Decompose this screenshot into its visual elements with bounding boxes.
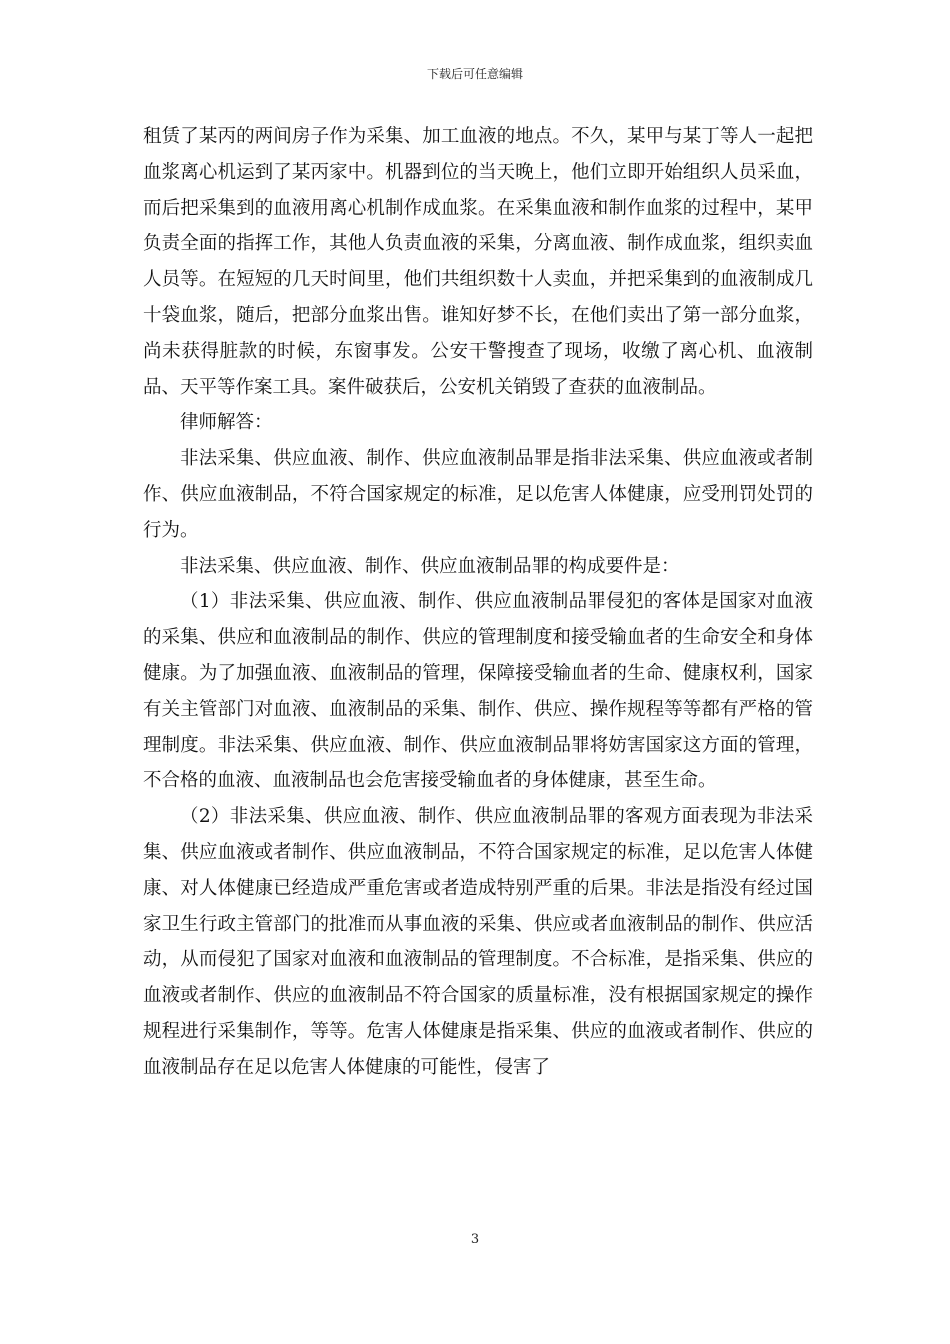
- paragraph-element-2-objective: （2）非法采集、供应血液、制作、供应血液制品罪的客观方面表现为非法采集、供应血液或者制作、供应血液制品，不符合国家规定的标准，足以危害人体健康、对人体健康已经造成严重危害或者造成特别严重的后果。非法是指没有经过国家卫生行政主管部门的批准而从事血液的采集、供应或者血液制品的制作、供应活动，从而侵犯了国家对血液和血液制品的管理制度。不合标准，是指采集、供应的血液或者制作、供应的血液制品不符合国家的质量标准，没有根据国家规定的操作规程进行采集制作，等等。危害人体健康是指采集、供应的血液或者制作、供应的血液制品存在足以危害人体健康的可能性，侵害了: [143, 806, 813, 1078]
- paragraph-crime-definition: 非法采集、供应血液、制作、供应血液制品罪是指非法采集、供应血液或者制作、供应血液制品，不符合国家规定的标准，足以危害人体健康，应受刑罚处罚的行为。: [143, 448, 813, 541]
- paragraph-element-1-object: （1）非法采集、供应血液、制作、供应血液制品罪侵犯的客体是国家对血液的采集、供应和血液制品的制作、供应的管理制度和接受输血者的生命安全和身体健康。为了加强血液、血液制品的管理，保障接受输血者的生命、健康权利，国家有关主管部门对血液、血液制品的采集、制作、供应、操作规程等等都有严格的管理制度。非法采集、供应血液、制作、供应血液制品罪将妨害国家这方面的管理，不合格的血液、血液制品也会危害接受输血者的身体健康，甚至生命。: [143, 591, 813, 792]
- page-header: 下载后可任意编辑: [426, 67, 523, 81]
- document-body: [143, 119, 813, 1086]
- paragraph-elements-intro: 非法采集、供应血液、制作、供应血液制品罪的构成要件是：: [180, 555, 680, 577]
- paragraph-lawyer-answer-heading: 律师解答：: [180, 412, 273, 434]
- paragraph-case-continuation: 租赁了某丙的两间房子作为采集、加工血液的地点。不久，某甲与某丁等人一起把血浆离心机运到了某丙家中。机器到位的当天晚上，他们立即开始组织人员采血，而后把采集到的血液用离心机制作成血浆。在采集血液和制作血浆的过程中，某甲负责全面的指挥工作，其他人负责血液的采集，分离血液、制作成血浆，组织卖血人员等。在短短的几天时间里，他们共组织数十人卖血，并把采集到的血液制成几十袋血浆，随后，把部分血浆出售。谁知好梦不长，在他们卖出了第一部分血浆，尚未获得脏款的时候，东窗事发。公安干警搜查了现场，收缴了离心机、血液制品、天平等作案工具。案件破获后，公安机关销毁了查获的血液制品。: [143, 126, 813, 398]
- page-number: 3: [470, 1232, 480, 1247]
